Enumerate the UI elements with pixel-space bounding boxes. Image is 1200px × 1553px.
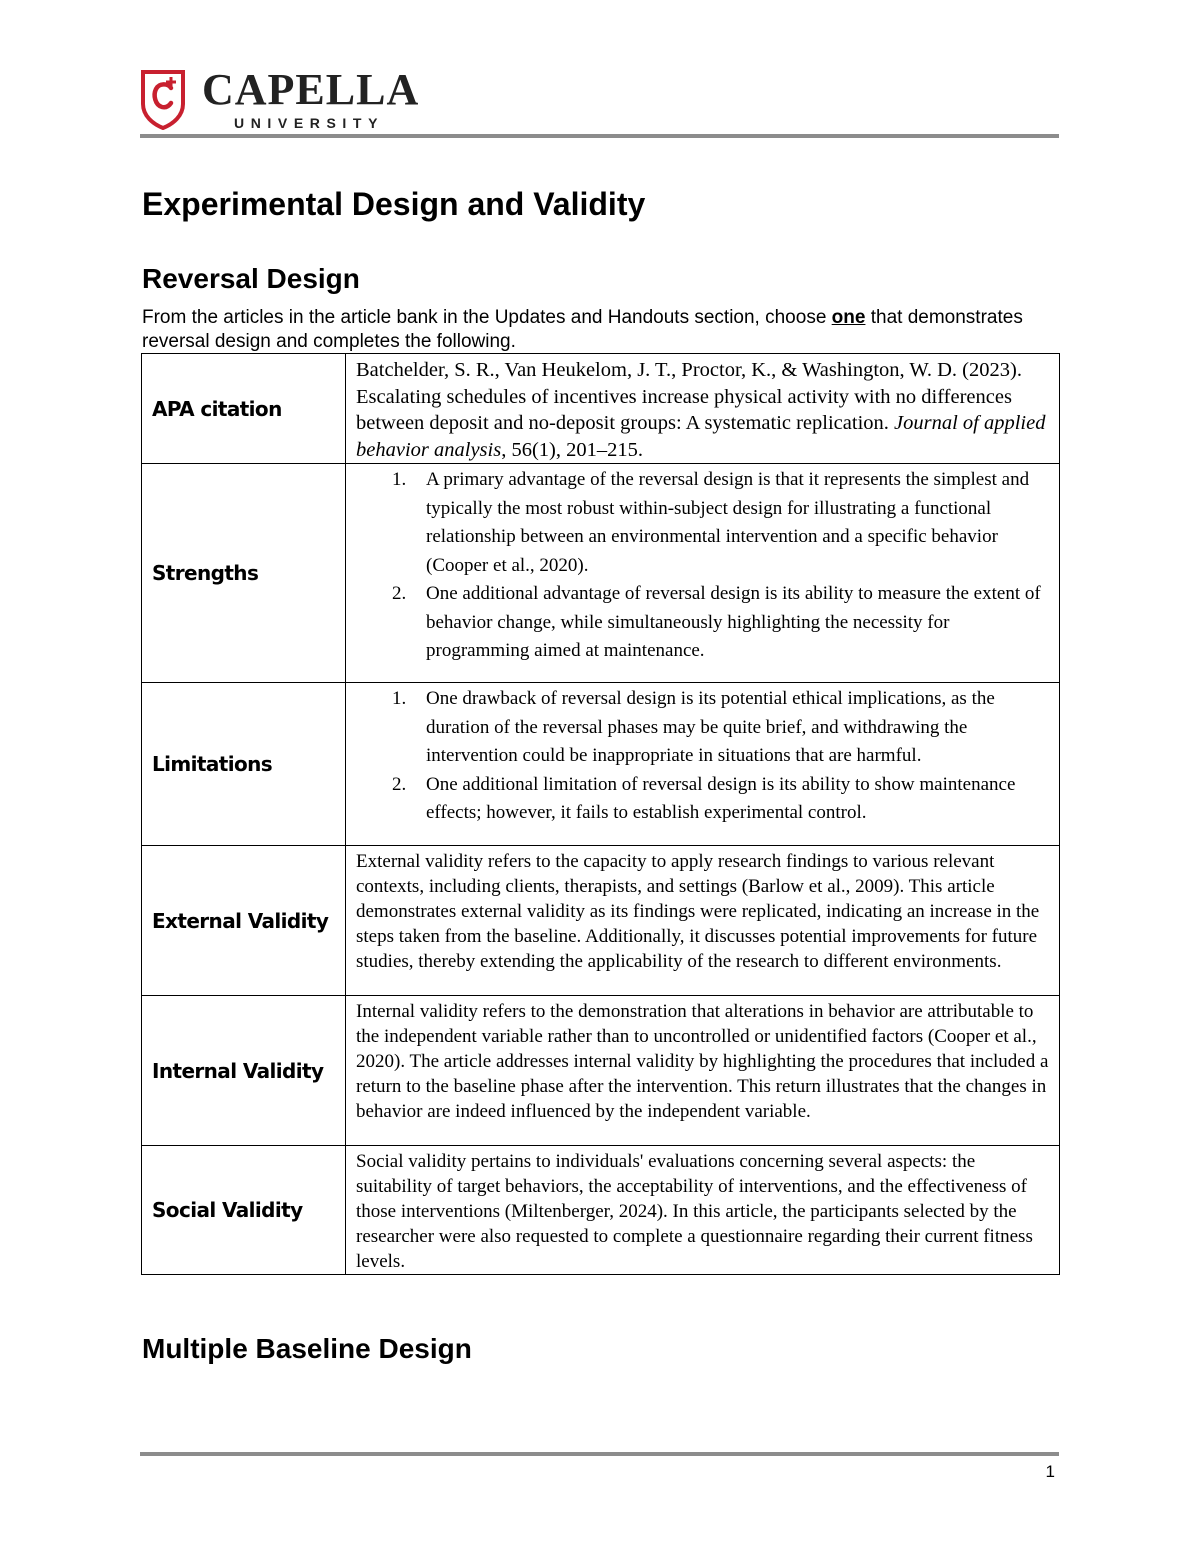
row-label-apa: APA citation [142,354,346,464]
strengths-cell [346,464,1060,683]
row-label-external-validity: External Validity [142,846,346,996]
external-validity-cell: External validity refers to the capacity to apply research findings to various relevant contexts, including clients, therapists, and settings (Barlow et al., 2009). This article demonstrates external validity as its findings were replicated, indicating an increase in the steps taken from the baseline. Additionally, it discusses potential improvements for future studies, thereby extending the applicability of the research to different environments. [346,846,1060,996]
intro-paragraph [142,306,1062,354]
intro-emphasis: one [831,307,866,328]
strengths-list [356,466,1049,666]
table-row [142,846,1060,996]
row-label-strengths: Strengths [142,464,346,683]
logo-name: CAPELLA [202,65,420,114]
table-row [142,1146,1060,1275]
social-validity-cell: Social validity pertains to individuals' evaluations concerning several aspects: the suitability of target behaviors, the acceptability of interventions, and the effectiveness of those interventions (Miltenberger, 2024). In this article, the participants selected by the researcher were also requested to complete a questionnaire regarding their current fitness levels. [346,1146,1060,1275]
capella-shield-icon [140,68,186,130]
apa-citation-cell: Batchelder, S. R., Van Heukelom, J. T., Proctor, K., & Washington, W. D. (2023). Escalating schedules of incentives increase physical activity with no differences between deposit and no-deposit groups: A systematic replication. Journal of applied behavior analysis, 56(1), 201–215. [346,354,1060,464]
table-row [142,464,1060,683]
intro-text-after: that demonstrates reversal design and completes the following. [142,307,1023,352]
page-number: 1 [1045,1462,1055,1481]
section-title-reversal: Reversal Design [142,263,360,294]
document-title: Experimental Design and Validity [142,186,646,222]
list-item: 1. A primary advantage of the reversal design is that it represents the simplest and typically the most robust within-subject design for illustrating a functional relationship between an environmental intervention and a specific behavior (Cooper et al., 2020). [392,469,1030,576]
table-row [142,996,1060,1146]
table-row [142,354,1060,464]
limitations-cell [346,683,1060,846]
list-item: 2. One additional advantage of reversal design is its ability to measure the extent of behavior change, while simultaneously highlighting the necessity for programming aimed at maintenance. [392,583,1041,661]
journal-title: Journal of applied behavior analysis [356,412,1046,461]
row-label-social-validity: Social Validity [142,1146,346,1275]
row-label-internal-validity: Internal Validity [142,996,346,1146]
capella-logo [140,65,420,132]
reversal-design-table [141,353,1060,1275]
section-title-multiple-baseline: Multiple Baseline Design [142,1333,472,1364]
list-item: 2. One additional limitation of reversal design is its ability to show maintenance effects; however, it fails to establish experimental control. [392,773,1016,823]
row-label-limitations: Limitations [142,683,346,846]
table-row [142,683,1060,846]
internal-validity-cell: Internal validity refers to the demonstration that alterations in behavior are attributable to the independent variable rather than to uncontrolled or unidentified factors (Cooper et al., 2020). The article addresses internal validity by highlighting the procedures that included a return to the baseline phase after the intervention. This return illustrates that the changes in behavior are indeed influenced by the independent variable. [346,996,1060,1146]
header-rule [140,134,1059,138]
logo-subtitle: UNIVERSITY [234,115,385,131]
intro-text-before: From the articles in the article bank in the Updates and Handouts section, choose [142,307,832,328]
limitations-list [356,685,1049,828]
footer-rule [140,1452,1059,1456]
list-item: 1. One drawback of reversal design is its potential ethical implications, as the duration of the reversal phases may be quite brief, and withdrawing the intervention could be inappropriate in situations that are harmful. [392,688,995,766]
